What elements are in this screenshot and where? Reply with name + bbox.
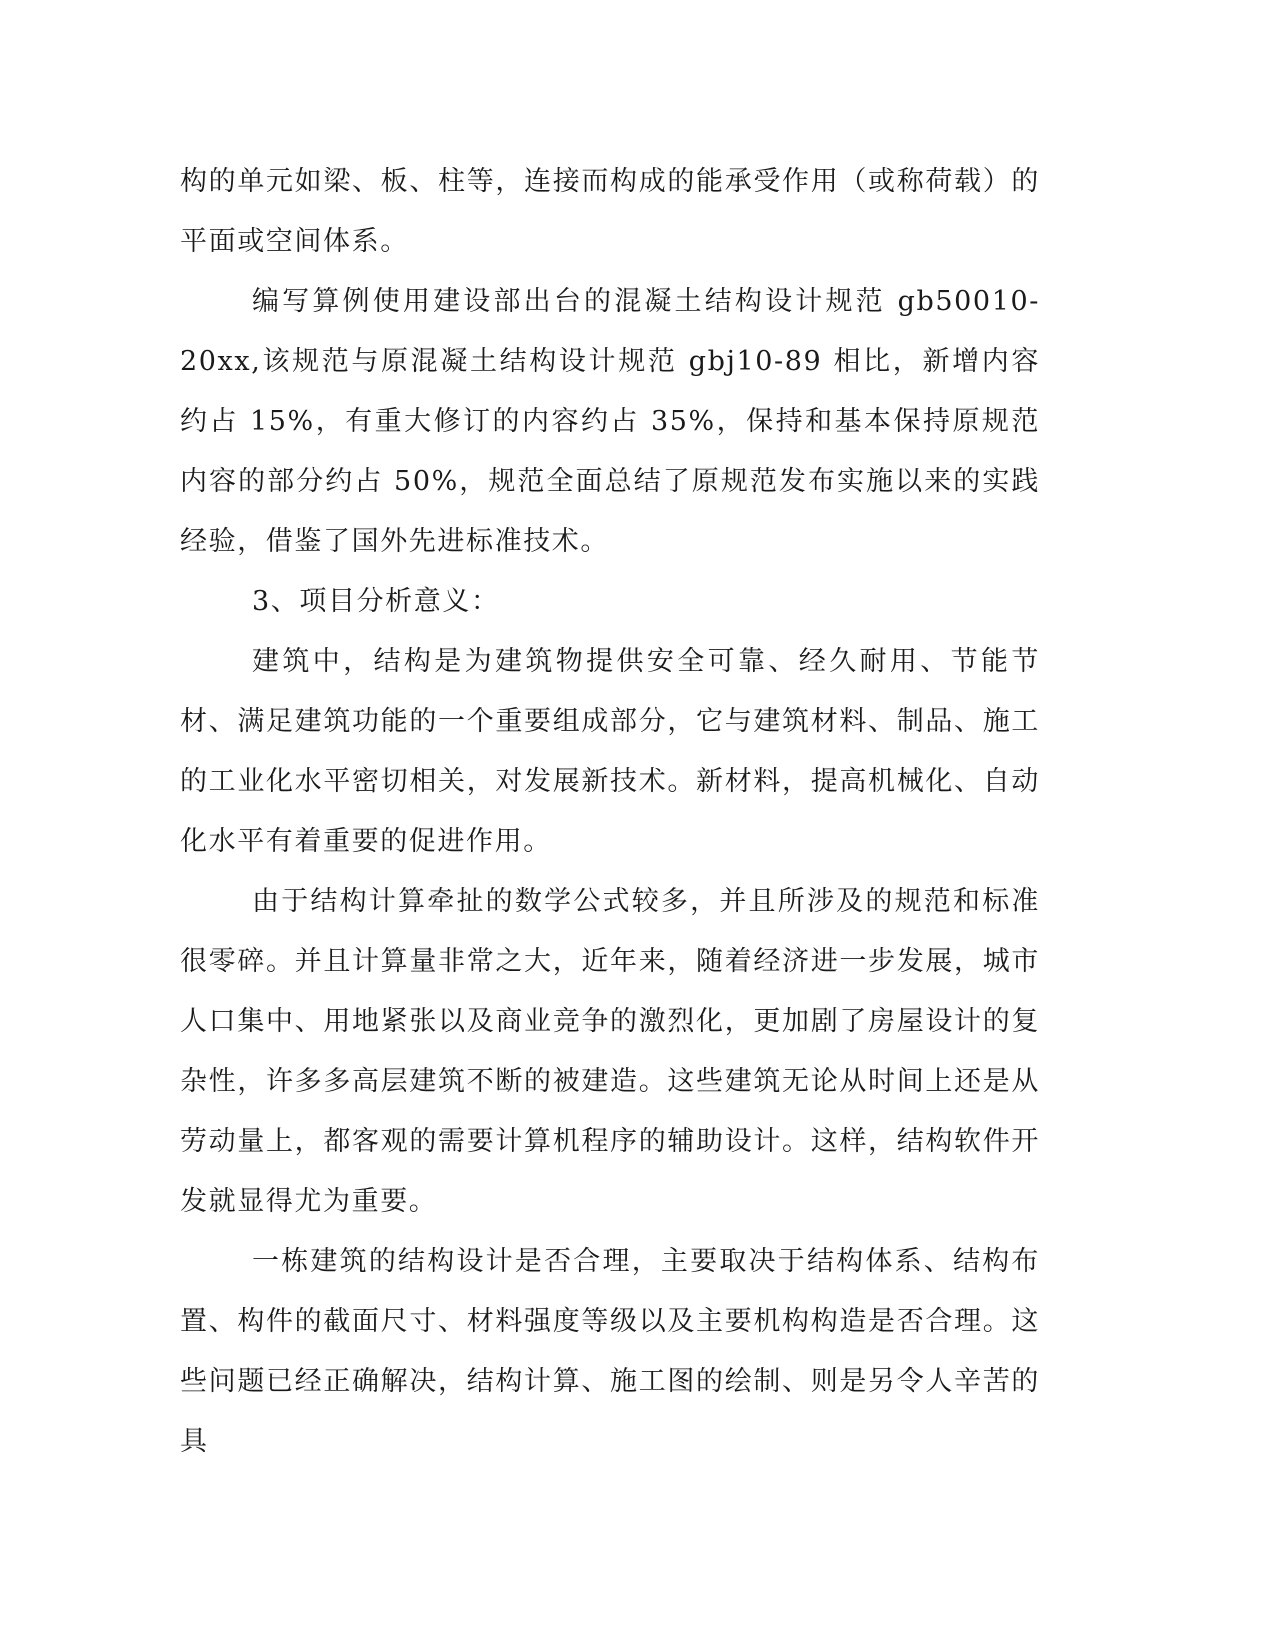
document-body [180, 152, 1040, 1472]
paragraph-software-need: 由于结构计算牵扯的数学公式较多，并且所涉及的规范和标准很零碎。并且计算量非常之大，近年来，随着经济进一步发展，城市人口集中、用地紧张以及商业竞争的激烈化，更加剧了房屋设计的复杂性，许多多高层建筑不断的被建造。这些建筑无论从时间上还是从劳动量上，都客观的需要计算机程序的辅助设计。这样，结构软件开发就显得尤为重要。 [180, 886, 1040, 1217]
paragraph-structure-role: 建筑中，结构是为建筑物提供安全可靠、经久耐用、节能节材、满足建筑功能的一个重要组成部分，它与建筑材料、制品、施工的工业化水平密切相关，对发展新技术。新材料，提高机械化、自动化水平有着重要的促进作用。 [180, 646, 1040, 857]
section-heading-project-significance: 3、项目分析意义： [252, 586, 500, 617]
paragraph-design-rationality: 一栋建筑的结构设计是否合理，主要取决于结构体系、结构布置、构件的截面尺寸、材料强度等级以及主要机构构造是否合理。这些问题已经正确解决，结构计算、施工图的绘制、则是另令人辛苦的具 [180, 1246, 1040, 1457]
paragraph-design-code: 编写算例使用建设部出台的混凝土结构设计规范 gb50010-20xx,该规范与原混凝土结构设计规范 gbj10-89 相比，新增内容约占 15%，有重大修订的内容约占 35%，保持和基本保持原规范内容的部分约占 50%，规范全面总结了原规范发布实施以来的实践经验，借鉴了国外先进标准技术。 [180, 286, 1040, 557]
paragraph-structure-definition: 构的单元如梁、板、柱等，连接而构成的能承受作用（或称荷载）的平面或空间体系。 [180, 166, 1040, 257]
